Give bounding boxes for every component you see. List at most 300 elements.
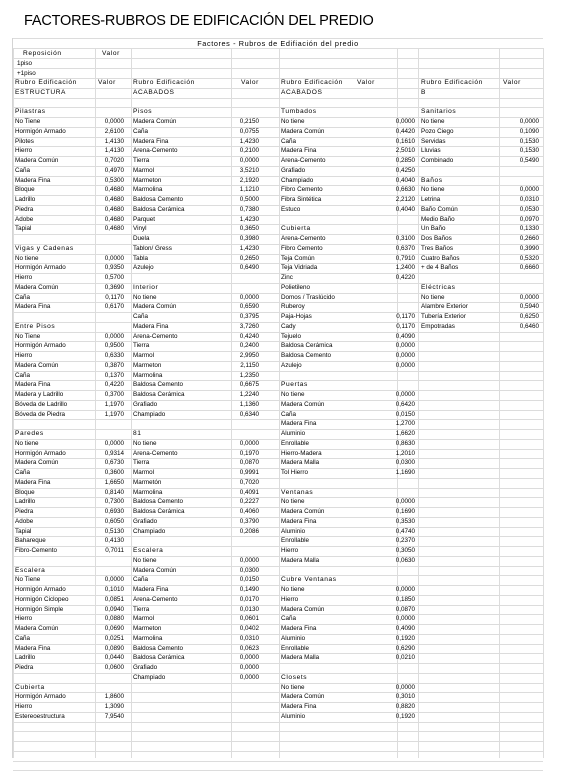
item-label: Madera Común <box>281 508 325 515</box>
item-label: Hierro <box>15 274 33 281</box>
item-label: Champiado <box>133 410 166 418</box>
item-label: Hierro <box>15 703 33 710</box>
item-value: 0,0940 <box>104 605 124 613</box>
grid-line <box>13 731 543 732</box>
item-label: Domos / Traslúcido <box>281 293 335 301</box>
item-value: 0,1690 <box>395 508 415 515</box>
item-label: Enrollable <box>281 537 310 545</box>
item-value: 1,2700 <box>395 420 415 428</box>
item-value: 0,2370 <box>395 537 415 545</box>
item-value: 0,0170 <box>239 595 259 603</box>
item-value: 0,5000 <box>239 196 259 203</box>
item-value: 0,6340 <box>239 410 259 418</box>
item-value: 2,6100 <box>104 127 124 135</box>
item-label: Madera Fina <box>133 586 169 593</box>
column-header-rubro: Rubro Edificación <box>133 79 195 86</box>
item-value: 0,0880 <box>104 615 124 623</box>
item-label: Piedra <box>15 508 34 515</box>
item-label: Polietileno <box>281 283 311 291</box>
item-value: 0,0000 <box>239 157 259 164</box>
item-label: Madera Común <box>133 566 177 574</box>
item-label: Madera Común <box>15 361 59 369</box>
document-title: FACTORES-RUBROS DE EDIFICACIÓN DEL PREDIO <box>24 13 374 29</box>
item-label: Madera Fina <box>15 644 51 652</box>
item-value: 0,3795 <box>239 313 259 320</box>
item-value: 0,0440 <box>104 654 124 662</box>
item-label: Arena-Cemento <box>281 157 326 164</box>
item-label: Baño Común <box>421 205 458 213</box>
item-value: 0,0000 <box>395 683 415 691</box>
item-label: Madera y Ladrillo <box>15 391 64 398</box>
item-label: Tierra <box>133 157 150 164</box>
section-heading: Pilastras <box>15 108 46 116</box>
item-label: Arena-Cemento <box>133 449 178 457</box>
item-label: Azulejo <box>133 264 154 272</box>
item-label: Champiado <box>133 527 166 535</box>
item-value: 0,7020 <box>104 157 124 164</box>
group-label: ESTRUCTURA <box>15 88 67 96</box>
item-value: 1,4230 <box>239 244 259 252</box>
item-label: Aluminio <box>281 712 306 720</box>
item-value: 0,1850 <box>395 595 415 603</box>
item-label: Grafiado <box>133 517 158 525</box>
factors-table <box>12 38 543 758</box>
item-value: 0,0210 <box>395 654 415 662</box>
item-label: Ruberoy <box>281 303 305 311</box>
item-value: 0,6420 <box>395 400 415 408</box>
item-value: 0,1170 <box>396 322 415 330</box>
item-label: No tiene <box>421 186 445 194</box>
item-value: 0,4740 <box>395 527 415 535</box>
item-label: Baldosa Cemento <box>133 196 184 203</box>
item-label: Caña <box>133 576 149 584</box>
column-header-valor: Valor <box>503 79 521 86</box>
item-value: 0,1170 <box>396 313 415 320</box>
section-heading: 81 <box>133 430 142 437</box>
item-label: Letrina <box>421 196 441 203</box>
item-value: 0,4420 <box>395 127 415 135</box>
item-label: Baldosa Cerámica <box>133 654 185 662</box>
grid-line <box>13 68 543 69</box>
item-value: 0,0630 <box>395 556 415 564</box>
item-label: Hormigón Armado <box>15 342 66 350</box>
section-heading: Sanitarios <box>421 108 457 116</box>
item-value: 2,1920 <box>239 176 259 184</box>
item-label: Madera Común <box>15 625 59 632</box>
table-title: Factores - Rubros de Edifiación del predio <box>197 39 359 48</box>
item-value: 1,4130 <box>104 147 124 155</box>
item-value: 0,0000 <box>104 118 124 125</box>
item-label: Un Baño <box>421 225 446 233</box>
item-value: 1,4130 <box>104 137 124 145</box>
item-value: 0,8820 <box>395 703 415 710</box>
item-label: Caña <box>281 410 297 418</box>
item-value: 0,7380 <box>239 205 259 213</box>
item-value: 0,0000 <box>104 439 124 447</box>
item-value: 0,0000 <box>519 186 539 194</box>
item-label: Marmol <box>133 615 154 623</box>
item-value: 3,5210 <box>239 166 259 174</box>
item-value: 0,4680 <box>104 215 124 223</box>
item-label: Hierro-Madera <box>281 449 322 457</box>
item-label: Tabla <box>133 254 149 262</box>
item-label: Estuco <box>281 205 301 213</box>
item-value: 0,6370 <box>395 244 415 252</box>
item-label: Hierro <box>15 147 33 155</box>
item-value: 0,6250 <box>519 313 539 320</box>
item-value: 0,0690 <box>104 625 124 632</box>
column-header-valor: Valor <box>241 79 259 86</box>
item-label: Tierra <box>133 605 150 613</box>
grid-line <box>131 48 132 758</box>
item-label: Grafiado <box>133 664 158 671</box>
item-label: Caña <box>15 166 31 174</box>
item-value: 0,0000 <box>395 586 415 593</box>
item-value: 0,4090 <box>395 625 415 632</box>
item-value: 0,8140 <box>104 488 124 496</box>
item-label: No tiene <box>281 586 305 593</box>
item-value: 0,0000 <box>395 615 415 623</box>
item-label: Hormigón Ciclopeo <box>15 595 69 603</box>
item-value: 0,4040 <box>395 205 415 213</box>
item-value: 0,3870 <box>104 361 124 369</box>
item-value: 0,1090 <box>519 127 539 135</box>
section-heading: Ventanas <box>281 488 314 496</box>
section-heading: Escalera <box>15 566 46 574</box>
item-label: No tiene <box>133 439 157 447</box>
item-value: 0,4091 <box>239 488 259 496</box>
item-label: Madera Común <box>281 605 325 613</box>
item-label: Champiado <box>281 176 314 184</box>
grid-line <box>13 566 543 567</box>
item-value: 0,2850 <box>395 157 415 164</box>
item-value: 0,0300 <box>239 566 259 574</box>
item-value: 0,0601 <box>239 615 259 623</box>
item-label: No tiene <box>133 293 157 301</box>
item-value: 0,0000 <box>239 293 259 301</box>
item-value: 0,4130 <box>104 537 124 545</box>
item-label: Fibro Cemento <box>281 244 323 252</box>
item-label: No tiene <box>281 391 305 398</box>
item-value: 0,5700 <box>104 274 124 281</box>
item-label: Madera Fina <box>133 322 169 330</box>
item-value: 0,0000 <box>239 673 259 681</box>
item-label: Pozo Ciego <box>421 127 454 135</box>
item-label: Ladrillo <box>15 654 36 662</box>
item-label: Bóveda de Ladrillo <box>15 400 68 408</box>
item-label: Baldosa Cerámica <box>133 205 185 213</box>
item-label: Hierro <box>15 615 33 623</box>
item-label: Champiado <box>133 673 166 681</box>
section-heading: Baños <box>421 176 443 184</box>
group-label: ACABADOS <box>281 88 323 96</box>
item-value: 0,7910 <box>395 254 415 262</box>
item-value: 0,4220 <box>104 381 124 389</box>
item-label: Servidas <box>421 137 446 145</box>
item-label: Marmolina <box>133 488 163 496</box>
item-value: 2,2120 <box>395 196 415 203</box>
item-value: 0,2100 <box>239 147 259 155</box>
item-label: Madera Común <box>281 400 325 408</box>
section-heading: Eléctricas <box>421 283 456 291</box>
item-label: Tol Hierro <box>281 469 308 476</box>
item-value: 0,2150 <box>239 118 259 125</box>
item-label: Hierro <box>281 595 299 603</box>
item-value: 1,1360 <box>239 400 259 408</box>
section-heading: Vigas y Cadenas <box>15 244 74 252</box>
column-header-valor: Valor <box>98 79 116 86</box>
item-value: 0,0623 <box>239 644 259 652</box>
item-value: 0,9991 <box>239 469 259 476</box>
item-label: Marmetón <box>133 478 162 486</box>
item-label: Madera Fina <box>281 420 317 428</box>
item-label: Baldosa Cerámica <box>133 508 185 515</box>
item-value: 1,1970 <box>104 400 124 408</box>
item-value: 3,7260 <box>239 322 259 330</box>
column-header-rubro: Rubro Edificación <box>421 79 483 86</box>
item-value: 0,7011 <box>105 547 124 554</box>
item-label: Caña <box>15 469 31 476</box>
section-heading: Closets <box>281 673 308 681</box>
item-label: Madera Malla <box>281 556 320 564</box>
item-label: Combinado <box>421 157 454 164</box>
item-label: Tapial <box>15 225 32 233</box>
reposicion-row: 1piso <box>17 60 33 67</box>
item-value: 0,0310 <box>519 196 539 203</box>
item-value: 7,9540 <box>104 712 124 720</box>
item-value: 0,4680 <box>104 196 124 203</box>
item-value: 0,4220 <box>395 274 415 281</box>
section-heading: Escalera <box>133 547 164 554</box>
section-heading: Interior <box>133 283 159 291</box>
grid-line <box>13 58 543 59</box>
item-value: 0,6730 <box>104 459 124 467</box>
item-value: 0,3790 <box>239 517 259 525</box>
grid-line <box>279 48 280 758</box>
item-value: 0,6330 <box>104 352 124 359</box>
item-label: Baldosa Cemento <box>281 352 332 359</box>
item-label: Caña <box>15 293 31 301</box>
item-value: 0,3700 <box>104 391 124 398</box>
item-value: 0,6590 <box>239 303 259 311</box>
item-value: 0,5320 <box>519 254 539 262</box>
grid-line <box>543 48 544 758</box>
item-value: 0,0000 <box>395 352 415 359</box>
item-value: 0,0000 <box>104 332 124 340</box>
item-label: Fibra Sintética <box>281 196 322 203</box>
item-label: Lluvias <box>421 147 441 155</box>
item-value: 2,9950 <box>239 352 259 359</box>
item-label: Madera Común <box>15 459 59 467</box>
item-label: Hormigón Armado <box>15 693 66 701</box>
item-label: Fibro Cemento <box>281 186 323 194</box>
item-value: 0,1610 <box>395 137 415 145</box>
item-label: Grafiado <box>281 166 306 174</box>
grid-line <box>13 48 14 758</box>
item-label: Duela <box>133 235 150 242</box>
item-label: Fibro-Cemento <box>15 547 57 554</box>
item-value: 1,1970 <box>104 410 124 418</box>
item-value: 0,0402 <box>239 625 259 632</box>
item-value: 0,0000 <box>395 391 415 398</box>
item-label: Bloque <box>15 488 35 496</box>
item-value: 0,4240 <box>239 332 259 340</box>
grid-line <box>13 673 543 674</box>
grid-line <box>13 751 543 752</box>
grid-line <box>13 107 543 108</box>
item-value: 0,3990 <box>519 244 539 252</box>
item-label: Madera Común <box>133 303 177 311</box>
item-label: Marmol <box>133 166 154 174</box>
item-value: 1,2010 <box>395 449 415 457</box>
item-value: 0,1530 <box>519 147 539 155</box>
item-value: 0,5490 <box>519 157 539 164</box>
item-label: No tiene <box>15 439 39 447</box>
item-value: 0,0000 <box>395 118 415 125</box>
item-value: 0,4680 <box>104 205 124 213</box>
item-value: 0,3050 <box>395 547 415 554</box>
item-value: 0,3980 <box>239 235 259 242</box>
item-value: 0,9314 <box>104 449 124 457</box>
item-label: Cady <box>281 322 296 330</box>
item-label: Baldosa Cemento <box>133 644 184 652</box>
section-heading: Pisos <box>133 108 153 116</box>
item-value: 1,8600 <box>104 693 124 701</box>
item-value: 0,3530 <box>395 517 415 525</box>
item-value: 0,3100 <box>395 235 415 242</box>
item-label: No Tiene <box>15 118 41 125</box>
item-label: Madera Fina <box>281 517 317 525</box>
column-header-valor: Valor <box>357 79 375 86</box>
item-value: 0,1920 <box>395 712 415 720</box>
item-value: 0,5130 <box>104 527 124 535</box>
item-value: 0,6660 <box>519 264 539 272</box>
item-label: No tiene <box>421 118 445 125</box>
item-value: 0,6460 <box>519 322 539 330</box>
item-label: Ladrillo <box>15 498 36 506</box>
item-label: Marmolina <box>133 634 163 642</box>
item-label: Aluminio <box>281 430 306 437</box>
item-label: Azulejo <box>281 361 302 369</box>
item-label: Tierra <box>133 342 150 350</box>
grid-line <box>13 741 543 742</box>
item-value: 0,0000 <box>239 664 259 671</box>
item-label: Tubería Exterior <box>421 313 466 320</box>
item-label: Baldosa Cemento <box>133 498 184 506</box>
group-label: B <box>421 88 426 96</box>
grid-line <box>13 683 543 684</box>
item-label: No Tiene <box>15 576 41 584</box>
item-label: Madera Común <box>281 693 325 701</box>
item-value: 0,0300 <box>395 459 415 467</box>
item-label: No tiene <box>421 293 445 301</box>
grid-line <box>13 48 543 49</box>
item-value: 0,6630 <box>395 186 415 194</box>
item-label: No Tiene <box>15 332 41 340</box>
item-value: 0,0251 <box>104 634 124 642</box>
item-value: 0,6490 <box>239 264 259 272</box>
item-value: 0,0000 <box>104 576 124 584</box>
item-label: Madera Fina <box>15 381 51 389</box>
item-label: Estereoestructura <box>15 712 65 720</box>
item-value: 0,1370 <box>104 371 124 379</box>
item-value: 0,0870 <box>395 605 415 613</box>
section-heading: Puertas <box>281 381 308 389</box>
item-value: 2,1150 <box>240 361 259 369</box>
grid-line <box>13 38 543 39</box>
item-label: Teja Vidriada <box>281 264 318 272</box>
item-value: 0,0755 <box>239 127 259 135</box>
item-label: Hierro <box>15 352 33 359</box>
item-label: Madera Común <box>133 118 177 125</box>
reposicion-row: +1piso <box>17 70 36 77</box>
item-label: Cuatro Baños <box>421 254 460 262</box>
item-label: Piedra <box>15 664 34 671</box>
item-value: 0,9500 <box>104 342 124 350</box>
item-value: 0,6050 <box>104 517 124 525</box>
item-value: 0,0000 <box>519 293 539 301</box>
item-label: Tierra <box>133 459 150 467</box>
section-heading: Cubierta <box>15 683 45 691</box>
item-value: 0,3600 <box>104 469 124 476</box>
item-label: Hierro <box>281 547 299 554</box>
item-label: Marmol <box>133 469 154 476</box>
item-value: 0,9350 <box>104 264 124 272</box>
item-label: Arena-Cemento <box>133 332 178 340</box>
item-label: Madera Fina <box>281 703 317 710</box>
item-label: Enrollable <box>281 644 310 652</box>
item-label: Caña <box>15 634 31 642</box>
item-value: 0,6930 <box>104 508 124 515</box>
grid-line <box>13 722 543 723</box>
item-value: 1,2240 <box>239 391 259 398</box>
item-value: 0,3690 <box>104 283 124 291</box>
item-value: 0,0310 <box>239 634 259 642</box>
item-value: 0,1970 <box>239 449 259 457</box>
item-value: 0,0000 <box>395 498 415 506</box>
item-value: 0,2650 <box>239 254 259 262</box>
item-value: 0,0000 <box>239 654 259 662</box>
item-value: 0,0000 <box>395 361 415 369</box>
item-value: 0,3010 <box>395 693 415 701</box>
item-label: Marmolina <box>133 371 163 379</box>
item-value: 0,0000 <box>239 439 259 447</box>
grid-line <box>13 244 543 245</box>
item-label: Caña <box>281 615 297 623</box>
item-label: Caña <box>281 137 297 145</box>
item-value: 1,4230 <box>239 137 259 145</box>
section-heading: Tumbados <box>281 108 317 116</box>
item-label: Dos Baños <box>421 235 452 242</box>
item-value: 1,6650 <box>104 478 124 486</box>
item-value: 0,4680 <box>104 186 124 194</box>
item-value: 0,6290 <box>395 644 415 652</box>
item-label: Aluminio <box>281 634 306 642</box>
section-heading: Cubierta <box>281 225 311 233</box>
grid-line <box>13 234 543 235</box>
item-value: 0,1490 <box>239 586 259 593</box>
item-value: 0,2400 <box>239 342 259 350</box>
item-label: Paja-Hojas <box>281 313 312 320</box>
item-value: 0,1920 <box>395 634 415 642</box>
item-label: Hormigón Armado <box>15 449 66 457</box>
group-label: ACABADOS <box>133 88 175 96</box>
section-heading: Entre Pisos <box>15 322 56 330</box>
item-label: Bahareque <box>15 537 46 545</box>
item-value: 0,6170 <box>104 303 124 311</box>
item-label: Bloque <box>15 186 35 194</box>
item-label: Arena-Cemento <box>133 595 178 603</box>
